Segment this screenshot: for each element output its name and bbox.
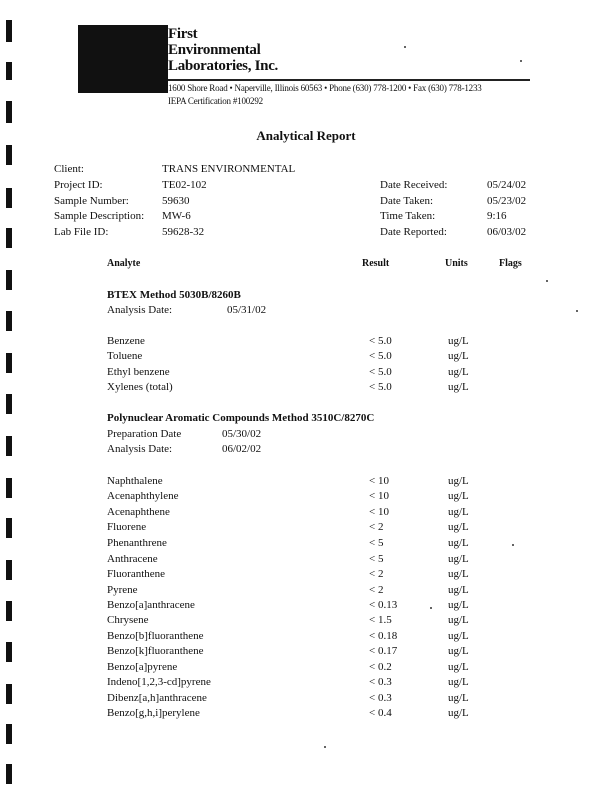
- scan-speck: [520, 60, 522, 62]
- analyte-name: Acenaphthylene: [107, 490, 179, 502]
- units-value: ug/L: [448, 506, 469, 518]
- analyte-name: Benzene: [107, 335, 145, 347]
- units-value: ug/L: [448, 676, 469, 688]
- column-header-flags: Flags: [499, 258, 522, 269]
- date-taken-value: 05/23/02: [487, 195, 527, 207]
- pah-preparation-date-value: 05/30/02: [222, 428, 262, 440]
- analyte-name: Pyrene: [107, 584, 138, 596]
- client-label: Client:: [54, 163, 84, 175]
- project-id-label: Project ID:: [54, 179, 103, 191]
- scan-mark: [6, 145, 12, 165]
- scan-mark: [6, 270, 12, 290]
- column-header-result: Result: [362, 258, 390, 269]
- scan-mark: [6, 764, 12, 784]
- company-name-line3: Laboratories, Inc.: [168, 58, 279, 74]
- result-value: < 5: [369, 553, 384, 565]
- report-title: Analytical Report: [256, 128, 356, 143]
- scan-mark: [6, 560, 12, 580]
- analyte-name: Chrysene: [107, 614, 149, 626]
- scan-speck: [430, 607, 432, 609]
- analyte-name: Toluene: [107, 350, 143, 362]
- result-value: < 0.18: [369, 630, 398, 642]
- analyte-name: Benzo[g,h,i]perylene: [107, 707, 200, 719]
- units-value: ug/L: [448, 381, 469, 393]
- analyte-name: Benzo[k]fluoranthene: [107, 645, 204, 657]
- analyte-name: Naphthalene: [107, 475, 163, 487]
- analyte-name: Indeno[1,2,3-cd]pyrene: [107, 676, 211, 688]
- units-value: ug/L: [448, 335, 469, 347]
- units-value: ug/L: [448, 692, 469, 704]
- analyte-name: Ethyl benzene: [107, 366, 170, 378]
- sample-number-label: Sample Number:: [54, 195, 129, 207]
- scan-speck: [512, 544, 514, 546]
- column-header-analyte: Analyte: [107, 258, 141, 269]
- letterhead-divider: [168, 79, 530, 81]
- scan-mark: [6, 353, 12, 373]
- result-value: < 2: [369, 584, 384, 596]
- company-name: [168, 26, 278, 74]
- analyte-name: Benzo[a]pyrene: [107, 661, 178, 673]
- result-value: < 1.5: [369, 614, 392, 626]
- sample-number-value: 59630: [162, 195, 190, 207]
- units-value: ug/L: [448, 645, 469, 657]
- result-value: < 5.0: [369, 350, 392, 362]
- units-value: ug/L: [448, 475, 469, 487]
- scan-mark: [6, 436, 12, 456]
- scan-mark: [6, 311, 12, 331]
- analyte-name: Fluorene: [107, 521, 147, 533]
- scan-mark: [6, 478, 12, 498]
- result-value: < 2: [369, 521, 384, 533]
- result-value: < 0.17: [369, 645, 398, 657]
- units-value: ug/L: [448, 366, 469, 378]
- sample-description-value: MW-6: [162, 210, 191, 222]
- analyte-name: Phenanthrene: [107, 537, 167, 549]
- units-value: ug/L: [448, 537, 469, 549]
- result-value: < 0.3: [369, 692, 392, 704]
- date-reported-value: 06/03/02: [487, 226, 527, 238]
- scan-mark: [6, 601, 12, 621]
- result-value: < 0.4: [369, 707, 392, 719]
- units-value: ug/L: [448, 630, 469, 642]
- lab-file-id-label: Lab File ID:: [54, 226, 109, 238]
- scan-mark: [6, 62, 12, 80]
- lab-file-id-value: 59628-32: [162, 226, 205, 238]
- column-header-units: Units: [445, 258, 468, 269]
- units-value: ug/L: [448, 599, 469, 611]
- scan-mark: [6, 101, 12, 123]
- certification-number: IEPA Certification #100292: [168, 96, 263, 106]
- pah-preparation-date-label: Preparation Date: [107, 428, 182, 440]
- date-received-value: 05/24/02: [487, 179, 527, 191]
- scan-mark: [6, 684, 12, 704]
- analyte-name: Xylenes (total): [107, 381, 173, 393]
- company-name-line1: First: [168, 26, 198, 42]
- scan-speck: [404, 46, 406, 48]
- client-value: TRANS ENVIRONMENTAL: [162, 163, 296, 175]
- units-value: ug/L: [448, 490, 469, 502]
- date-taken-label: Date Taken:: [380, 195, 434, 207]
- btex-section-title: BTEX Method 5030B/8260B: [107, 289, 241, 301]
- analyte-name: Fluoranthene: [107, 568, 166, 580]
- result-value: < 2: [369, 568, 384, 580]
- units-value: ug/L: [448, 584, 469, 596]
- scan-speck: [576, 310, 578, 312]
- scan-speck: [546, 280, 548, 282]
- time-taken-value: 9:16: [487, 210, 507, 222]
- btex-analysis-date-value: 05/31/02: [227, 304, 267, 316]
- scan-mark: [6, 20, 12, 42]
- units-value: ug/L: [448, 521, 469, 533]
- analyte-name: Benzo[a]anthracene: [107, 599, 195, 611]
- result-value: < 5.0: [369, 366, 392, 378]
- units-value: ug/L: [448, 614, 469, 626]
- result-value: < 0.3: [369, 676, 392, 688]
- analyte-name: Acenaphthene: [107, 506, 170, 518]
- pah-section-title: Polynuclear Aromatic Compounds Method 3510C/8270C: [107, 412, 375, 424]
- company-name-line2: Environmental: [168, 42, 261, 58]
- analyte-name: Anthracene: [107, 553, 158, 565]
- company-logo: [78, 25, 168, 93]
- scan-mark: [6, 724, 12, 744]
- pah-analysis-date-value: 06/02/02: [222, 443, 262, 455]
- units-value: ug/L: [448, 707, 469, 719]
- result-value: < 10: [369, 490, 389, 502]
- company-address: 1600 Shore Road • Naperville, Illinois 60563 • Phone (630) 778-1200 • Fax (630) 778-1233: [168, 83, 482, 93]
- scan-mark: [6, 228, 12, 248]
- units-value: ug/L: [448, 661, 469, 673]
- result-value: < 5: [369, 537, 384, 549]
- time-taken-label: Time Taken:: [380, 210, 436, 222]
- scan-mark: [6, 394, 12, 414]
- scan-speck: [324, 746, 326, 748]
- date-reported-label: Date Reported:: [380, 226, 447, 238]
- project-id-value: TE02-102: [162, 179, 207, 191]
- scan-mark: [6, 642, 12, 662]
- sample-description-label: Sample Description:: [54, 210, 145, 222]
- result-value: < 0.2: [369, 661, 392, 673]
- result-value: < 10: [369, 506, 389, 518]
- result-value: < 0.13: [369, 599, 398, 611]
- date-received-label: Date Received:: [380, 179, 448, 191]
- pah-analysis-date-label: Analysis Date:: [107, 443, 173, 455]
- scan-mark: [6, 188, 12, 208]
- analyte-name: Dibenz[a,h]anthracene: [107, 692, 207, 704]
- units-value: ug/L: [448, 350, 469, 362]
- btex-analysis-date-label: Analysis Date:: [107, 304, 173, 316]
- result-value: < 5.0: [369, 335, 392, 347]
- result-value: < 10: [369, 475, 389, 487]
- scan-mark: [6, 518, 12, 538]
- units-value: ug/L: [448, 553, 469, 565]
- analyte-name: Benzo[b]fluoranthene: [107, 630, 204, 642]
- result-value: < 5.0: [369, 381, 392, 393]
- units-value: ug/L: [448, 568, 469, 580]
